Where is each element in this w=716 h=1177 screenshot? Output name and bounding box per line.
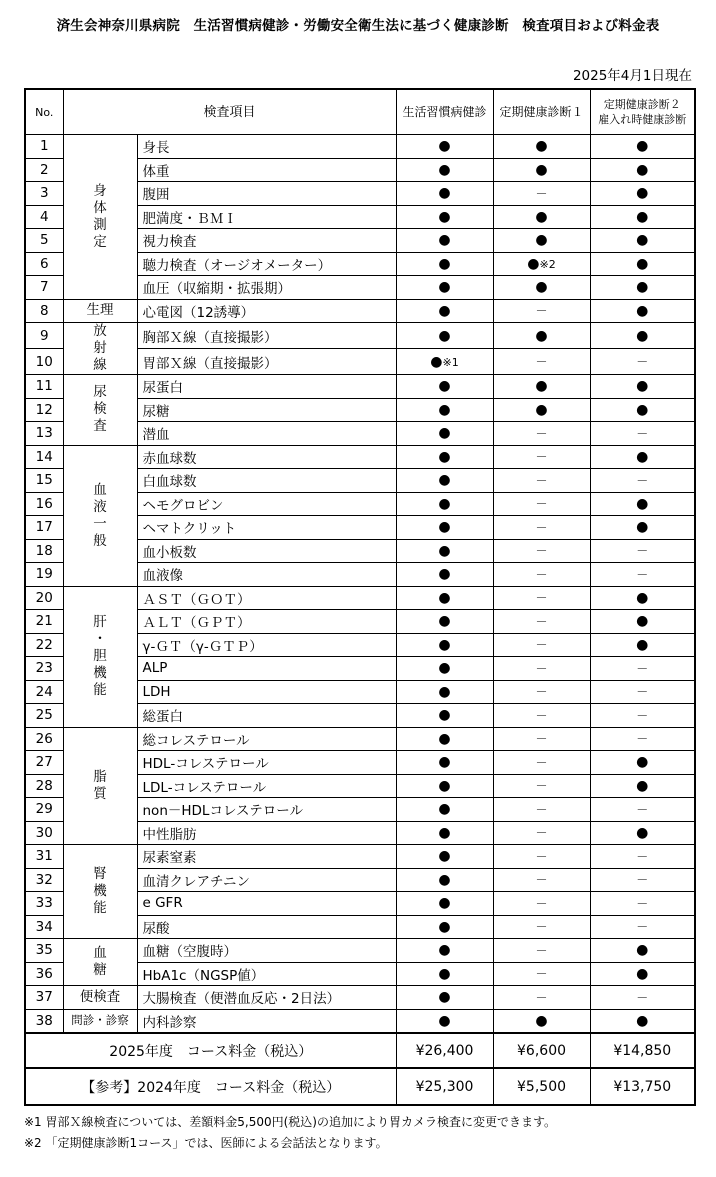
- mark-c3: ●: [590, 398, 695, 422]
- header-col3-line1: 定期健康診断２: [603, 98, 681, 111]
- header-no: No.: [25, 89, 63, 135]
- mark-c3: ●: [590, 323, 695, 349]
- row-number: 28: [25, 774, 63, 798]
- exam-item: 腹囲: [137, 182, 396, 206]
- footnote-2: ※2 「定期健康診断1コース」では、医師による会話法となります。: [24, 1136, 388, 1150]
- row-number: 31: [25, 845, 63, 869]
- mark-c3: ●: [590, 821, 695, 845]
- mark-c1: ●: [396, 398, 493, 422]
- mark-c3: －: [590, 892, 695, 916]
- category-lipid: [63, 727, 137, 845]
- category-char: 胆: [93, 648, 107, 664]
- mark-c2: －: [493, 445, 590, 469]
- mark-c2: －: [493, 774, 590, 798]
- mark-c1: ●: [396, 516, 493, 540]
- row-number: 27: [25, 751, 63, 775]
- category-char: 般: [93, 532, 107, 549]
- mark-c2: －: [493, 586, 590, 610]
- mark-c3: ●: [590, 1009, 695, 1033]
- row-number: 35: [25, 939, 63, 963]
- fee-2025-col1: ¥26,400: [396, 1033, 493, 1068]
- category-char: 射: [93, 340, 107, 356]
- row-number: 24: [25, 680, 63, 704]
- exam-item: 血糖（空腹時）: [137, 939, 396, 963]
- exam-item: 中性脂肪: [137, 821, 396, 845]
- mark-c3: ●: [590, 135, 695, 159]
- table-row: [25, 845, 695, 869]
- row-number: 33: [25, 892, 63, 916]
- exam-item: 内科診察: [137, 1009, 396, 1033]
- exam-item: 血圧（収縮期・拡張期）: [137, 276, 396, 300]
- category-char: 線: [93, 357, 107, 373]
- mark-c3: ●: [590, 375, 695, 399]
- mark-c2: －: [493, 610, 590, 634]
- mark-c1: ●: [396, 633, 493, 657]
- table-header-row: [25, 89, 695, 135]
- row-number: 5: [25, 229, 63, 253]
- exam-item: 潜血: [137, 422, 396, 446]
- row-number: 3: [25, 182, 63, 206]
- mark-c2: ●: [493, 205, 590, 229]
- row-number: 1: [25, 135, 63, 159]
- category-physiology: 生理: [63, 299, 137, 323]
- mark-c2: －: [493, 563, 590, 587]
- row-number: 29: [25, 798, 63, 822]
- exam-items-table: [24, 88, 696, 1106]
- mark-c1: ●: [396, 563, 493, 587]
- exam-item: γ-ＧＴ（γ-ＧＴＰ）: [137, 633, 396, 657]
- mark-c2: ●: [493, 276, 590, 300]
- category-urine: [63, 375, 137, 446]
- exam-item: 総蛋白: [137, 704, 396, 728]
- mark-c3: ●: [590, 205, 695, 229]
- mark-c3: ●: [590, 299, 695, 323]
- exam-item: 肥満度・ＢＭＩ: [137, 205, 396, 229]
- category-char: 腎: [93, 866, 107, 882]
- mark-c2: ●: [493, 135, 590, 159]
- exam-item: ヘモグロビン: [137, 492, 396, 516]
- mark-symbol: ●: [430, 353, 443, 370]
- category-char: ・: [93, 631, 107, 647]
- mark-c2: －: [493, 492, 590, 516]
- row-number: 22: [25, 633, 63, 657]
- exam-item: 聴力検査（オージオメーター）: [137, 252, 396, 276]
- header-col3: [590, 89, 695, 135]
- category-physical: [63, 135, 137, 300]
- mark-c1: ●: [396, 229, 493, 253]
- fee-label-2025: 2025年度 コース料金（税込）: [25, 1033, 396, 1068]
- mark-c1: ●: [396, 986, 493, 1010]
- category-char: 能: [93, 682, 107, 698]
- table-row: [25, 135, 695, 159]
- fee-2025-col3: ¥14,850: [590, 1033, 695, 1068]
- mark-c3: ●: [590, 774, 695, 798]
- fee-2024-col1: ¥25,300: [396, 1068, 493, 1105]
- category-char: 脂: [93, 768, 107, 785]
- row-number: 17: [25, 516, 63, 540]
- mark-c3: －: [590, 422, 695, 446]
- mark-c3: ●: [590, 633, 695, 657]
- mark-c3: ●: [590, 252, 695, 276]
- exam-item: 尿素窒素: [137, 845, 396, 869]
- mark-c3: ●: [590, 182, 695, 206]
- category-char: 能: [93, 900, 107, 916]
- mark-note: ※2: [539, 257, 556, 271]
- mark-c1: ●: [396, 727, 493, 751]
- exam-item: e GFR: [137, 892, 396, 916]
- mark-c3: ●: [590, 962, 695, 986]
- exam-item: 視力検査: [137, 229, 396, 253]
- mark-c2: －: [493, 868, 590, 892]
- mark-c3: ●: [590, 276, 695, 300]
- mark-c3: －: [590, 657, 695, 681]
- mark-c1: ●: [396, 610, 493, 634]
- mark-c2: －: [493, 727, 590, 751]
- category-char: 体: [93, 199, 107, 216]
- mark-c1: ●: [396, 962, 493, 986]
- category-char: 尿: [93, 384, 107, 401]
- mark-c3: ●: [590, 586, 695, 610]
- mark-note: ※1: [442, 355, 459, 369]
- mark-c3: －: [590, 986, 695, 1010]
- mark-c2: ●: [493, 1009, 590, 1033]
- exam-item: ＡＳＴ（ＧＯＴ）: [137, 586, 396, 610]
- table-row: [25, 939, 695, 963]
- mark-c1: ●: [396, 205, 493, 229]
- category-char: 測: [93, 216, 107, 233]
- mark-c3: －: [590, 704, 695, 728]
- mark-c3: －: [590, 868, 695, 892]
- mark-c3: －: [590, 845, 695, 869]
- exam-item: ALP: [137, 657, 396, 681]
- category-char: 検: [93, 401, 107, 418]
- category-char: 質: [93, 785, 107, 802]
- row-number: 11: [25, 375, 63, 399]
- category-char: 定: [93, 233, 107, 250]
- mark-c1: ●: [396, 939, 493, 963]
- category-liver: [63, 586, 137, 727]
- mark-c1: ●: [396, 299, 493, 323]
- table-row: [25, 299, 695, 323]
- exam-item: 総コレステロール: [137, 727, 396, 751]
- table-row: [25, 323, 695, 349]
- mark-c2: －: [493, 469, 590, 493]
- mark-c1: ●: [396, 704, 493, 728]
- footnotes: [24, 1112, 556, 1154]
- exam-item: 血液像: [137, 563, 396, 587]
- category-char: 液: [93, 498, 107, 515]
- category-char: 肝: [93, 614, 107, 630]
- exam-item: 心電図（12誘導）: [137, 299, 396, 323]
- mark-c2: －: [493, 962, 590, 986]
- fee-row-2024: [25, 1068, 695, 1105]
- fee-label-2024: 【参考】2024年度 コース料金（税込）: [25, 1068, 396, 1105]
- row-number: 38: [25, 1009, 63, 1033]
- mark-c2: －: [493, 751, 590, 775]
- mark-c3: ●: [590, 158, 695, 182]
- table-row: [25, 445, 695, 469]
- category-stool: 便検査: [63, 986, 137, 1010]
- mark-c1: [396, 349, 493, 375]
- mark-c2: －: [493, 182, 590, 206]
- mark-c1: ●: [396, 445, 493, 469]
- row-number: 16: [25, 492, 63, 516]
- exam-item: 胸部Ｘ線（直接撮影）: [137, 323, 396, 349]
- category-char: 身: [93, 182, 107, 199]
- category-char: 査: [93, 418, 107, 435]
- category-kidney: [63, 845, 137, 939]
- mark-c3: －: [590, 563, 695, 587]
- mark-c2: －: [493, 986, 590, 1010]
- row-number: 34: [25, 915, 63, 939]
- row-number: 37: [25, 986, 63, 1010]
- category-char: 糖: [93, 962, 107, 978]
- mark-c1: ●: [396, 680, 493, 704]
- row-number: 9: [25, 323, 63, 349]
- mark-c3: ●: [590, 229, 695, 253]
- row-number: 14: [25, 445, 63, 469]
- mark-c2: －: [493, 422, 590, 446]
- mark-c1: ●: [396, 657, 493, 681]
- exam-item: 血小板数: [137, 539, 396, 563]
- table-row: [25, 586, 695, 610]
- mark-c3: ●: [590, 445, 695, 469]
- mark-c1: ●: [396, 798, 493, 822]
- mark-c2: －: [493, 349, 590, 375]
- mark-c3: ●: [590, 516, 695, 540]
- exam-item: 血清クレアチニン: [137, 868, 396, 892]
- row-number: 26: [25, 727, 63, 751]
- table-row: [25, 727, 695, 751]
- mark-c2: －: [493, 633, 590, 657]
- exam-item: 身長: [137, 135, 396, 159]
- mark-c2: －: [493, 845, 590, 869]
- mark-c2: －: [493, 516, 590, 540]
- row-number: 30: [25, 821, 63, 845]
- exam-item: HbA1c（NGSP値）: [137, 962, 396, 986]
- exam-item: LDL-コレステロール: [137, 774, 396, 798]
- row-number: 15: [25, 469, 63, 493]
- mark-c3: －: [590, 469, 695, 493]
- mark-c2: －: [493, 939, 590, 963]
- mark-c1: ●: [396, 915, 493, 939]
- mark-c2: ●: [493, 398, 590, 422]
- mark-c3: －: [590, 798, 695, 822]
- row-number: 6: [25, 252, 63, 276]
- mark-symbol: ●: [527, 255, 540, 272]
- header-col2: 定期健康診断１: [493, 89, 590, 135]
- mark-c3: ●: [590, 751, 695, 775]
- mark-c2: －: [493, 680, 590, 704]
- header-item: 検査項目: [63, 89, 396, 135]
- exam-item: 体重: [137, 158, 396, 182]
- mark-c3: ●: [590, 939, 695, 963]
- mark-c1: ●: [396, 892, 493, 916]
- mark-c2: －: [493, 821, 590, 845]
- row-number: 32: [25, 868, 63, 892]
- mark-c1: ●: [396, 868, 493, 892]
- mark-c3: －: [590, 915, 695, 939]
- mark-c2: －: [493, 704, 590, 728]
- category-glucose: [63, 939, 137, 986]
- fee-2024-col2: ¥5,500: [493, 1068, 590, 1105]
- exam-item: LDH: [137, 680, 396, 704]
- mark-c2: －: [493, 798, 590, 822]
- exam-item: ＡＬＴ（ＧＰＴ）: [137, 610, 396, 634]
- row-number: 18: [25, 539, 63, 563]
- mark-c2: －: [493, 299, 590, 323]
- category-radiology: [63, 323, 137, 375]
- mark-c1: ●: [396, 323, 493, 349]
- mark-c1: ●: [396, 774, 493, 798]
- mark-c1: ●: [396, 422, 493, 446]
- mark-c1: ●: [396, 821, 493, 845]
- mark-c1: ●: [396, 1009, 493, 1033]
- category-char: 放: [93, 323, 107, 339]
- category-blood: [63, 445, 137, 586]
- mark-c1: ●: [396, 492, 493, 516]
- category-char: 血: [93, 945, 107, 961]
- fee-2024-col3: ¥13,750: [590, 1068, 695, 1105]
- mark-c2: －: [493, 539, 590, 563]
- mark-c1: ●: [396, 469, 493, 493]
- mark-c2: ●: [493, 375, 590, 399]
- category-char: 血: [93, 481, 107, 498]
- mark-c3: －: [590, 349, 695, 375]
- mark-c1: ●: [396, 539, 493, 563]
- exam-item: 赤血球数: [137, 445, 396, 469]
- mark-c1: ●: [396, 751, 493, 775]
- table-row: [25, 375, 695, 399]
- exam-item: ヘマトクリット: [137, 516, 396, 540]
- mark-c1: ●: [396, 158, 493, 182]
- header-col3-line2: 雇入れ時健康診断: [598, 113, 687, 126]
- mark-c3: ●: [590, 610, 695, 634]
- mark-c1: ●: [396, 182, 493, 206]
- row-number: 7: [25, 276, 63, 300]
- footnote-1: ※1 胃部Ｘ線検査については、差額料金5,500円(税込)の追加により胃カメラ検査に変更できます。: [24, 1115, 557, 1129]
- exam-item: 胃部Ｘ線（直接撮影）: [137, 349, 396, 375]
- as-of-date: 2025年4月1日現在: [572, 68, 692, 84]
- mark-c3: －: [590, 727, 695, 751]
- mark-c2: ●: [493, 323, 590, 349]
- fee-2025-col2: ¥6,600: [493, 1033, 590, 1068]
- row-number: 25: [25, 704, 63, 728]
- exam-item: HDL-コレステロール: [137, 751, 396, 775]
- mark-c2: ●: [493, 158, 590, 182]
- mark-c3: ●: [590, 492, 695, 516]
- row-number: 10: [25, 349, 63, 375]
- row-number: 12: [25, 398, 63, 422]
- row-number: 19: [25, 563, 63, 587]
- row-number: 13: [25, 422, 63, 446]
- mark-c1: ●: [396, 845, 493, 869]
- mark-c2: [493, 252, 590, 276]
- mark-c1: ●: [396, 276, 493, 300]
- row-number: 4: [25, 205, 63, 229]
- row-number: 20: [25, 586, 63, 610]
- exam-item: 大腸検査（便潜血反応・2日法）: [137, 986, 396, 1010]
- category-char: 機: [93, 665, 107, 681]
- header-col1: 生活習慣病健診: [396, 89, 493, 135]
- exam-item: 白血球数: [137, 469, 396, 493]
- row-number: 8: [25, 299, 63, 323]
- category-interview: 問診・診察: [63, 1009, 137, 1033]
- table-row: [25, 1009, 695, 1033]
- row-number: 23: [25, 657, 63, 681]
- mark-c1: ●: [396, 586, 493, 610]
- row-number: 2: [25, 158, 63, 182]
- row-number: 36: [25, 962, 63, 986]
- mark-c2: －: [493, 892, 590, 916]
- mark-c2: －: [493, 657, 590, 681]
- mark-c2: －: [493, 915, 590, 939]
- mark-c1: ●: [396, 135, 493, 159]
- row-number: 21: [25, 610, 63, 634]
- fee-row-2025: [25, 1033, 695, 1068]
- mark-c3: －: [590, 539, 695, 563]
- mark-c1: ●: [396, 252, 493, 276]
- category-char: 一: [93, 515, 107, 532]
- table-row: [25, 986, 695, 1010]
- mark-c2: ●: [493, 229, 590, 253]
- category-char: 機: [93, 883, 107, 899]
- mark-c3: －: [590, 680, 695, 704]
- exam-item: 尿糖: [137, 398, 396, 422]
- exam-item: 尿酸: [137, 915, 396, 939]
- exam-item: non－HDLコレステロール: [137, 798, 396, 822]
- mark-c1: ●: [396, 375, 493, 399]
- exam-item: 尿蛋白: [137, 375, 396, 399]
- page-title: 済生会神奈川県病院 生活習慣病健診・労働安全衛生法に基づく健康診断 検査項目および料金表: [56, 18, 660, 34]
